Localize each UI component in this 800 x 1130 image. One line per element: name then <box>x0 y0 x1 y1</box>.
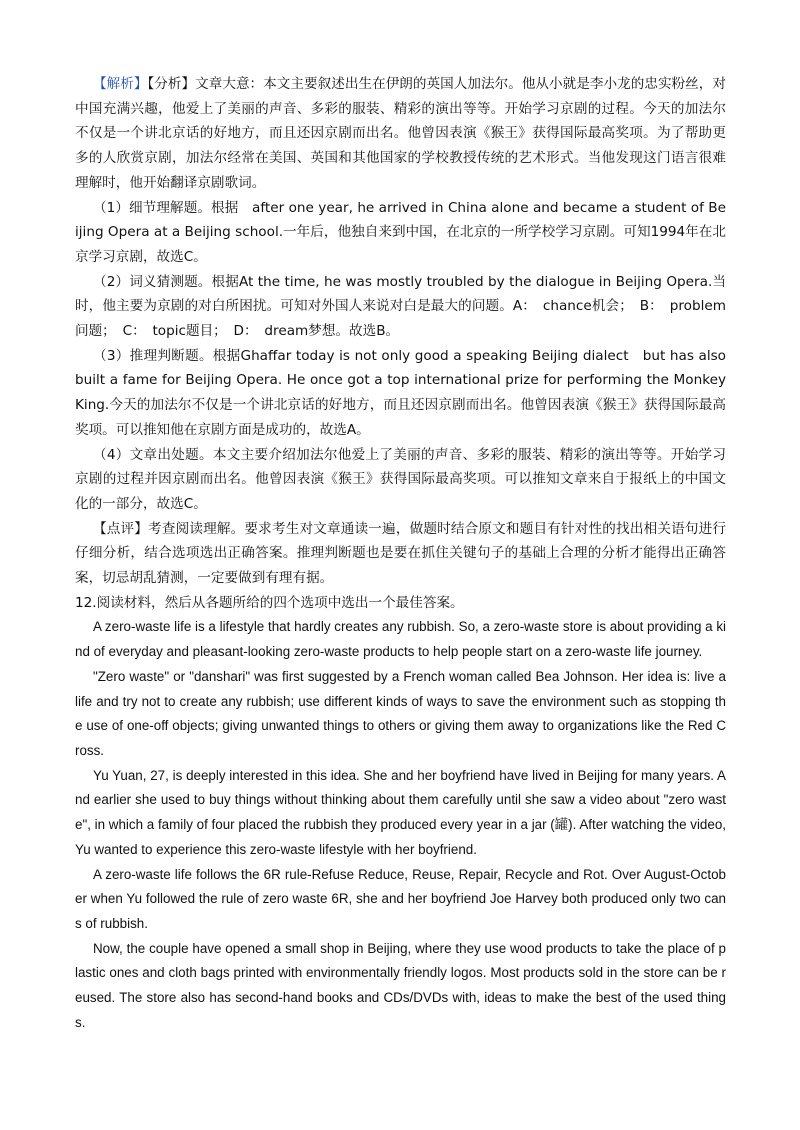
analysis-item-3: （3）推理判断题。根据Ghaffar today is not only good a speaking Beijing dialect but has also built a fame for Beijing Opera. He once got a top international prize for performing the Monkey King.今天的加法尔不仅是一个讲北京话的好地方，而且还因京剧而出名。他曾因表演《猴王》获得国际最高奖项。可以推知他在京剧方面是成功的，故选A。 <box>75 347 726 438</box>
analysis-item-2: （2）词义猜测题。根据At the time, he was mostly troubled by the dialogue in Beijing Opera.当时，他主要为京剧的对白所困扰。可知对外国人来说对白是最大的问题。A： chance机会； B： problem问题； C： topic题目； D： dream梦想。故选B。 <box>75 273 726 340</box>
passage-paragraph-5: Now, the couple have opened a small shop in Beijing, where they use wood products to take the place of plastic ones and cloth bags printed with environmentally friendly logos. Most products sold in the store can be reused. The store also has second-hand books and CDs/DVDs with, ideas to make the best of the used things. <box>75 940 726 1030</box>
analysis-tag: 【解析】 <box>93 76 148 92</box>
passage-paragraph-4: A zero-waste life follows the 6R rule-Refuse Reduce, Reuse, Repair, Recycle and Rot. Over August-October when Yu followed the rule of zero waste 6R, she and her boyfriend Joe Harvey both produced only two cans of rubbish. <box>75 866 726 931</box>
analysis-item-1: （1）细节理解题。根据 after one year, he arrived in China alone and became a student of Beijing Opera at a Beijing school.一年后，他独自来到中国，在北京的一所学校学习京剧。可知1994年在北京学习京剧，故选C。 <box>75 199 726 265</box>
analysis-comment: 【点评】考查阅读理解。要求考生对文章通读一遍，做题时结合原文和题目有针对性的找出相关语句进行仔细分析，结合选项选出正确答案。推理判断题也是要在抓住关键句子的基础上合理的分析才能得出正确答案，切忌胡乱猜测，一定要做到有理有据。 <box>75 520 726 587</box>
analysis-summary <box>75 72 726 196</box>
question-12-heading: 12.阅读材料，然后从各题所给的四个选项中选出一个最佳答案。 <box>75 594 464 611</box>
analysis-summary-text: 【分析】文章大意：本文主要叙述出生在伊朗的英国人加法尔。他从小就是李小龙的忠实粉丝，对中国充满兴趣，他爱上了美丽的声音、多彩的服装、精彩的演出等等。开始学习京剧的过程。今天的加法尔不仅是一个讲北京话的好地方，而且还因京剧而出名。他曾因表演《猴王》获得国际最高奖项。为了帮助更多的人欣赏京剧，加法尔经常在美国、英国和其他国家的学校教授传统的艺术形式。当他发现这门语言很难理解时，他开始翻译京剧歌词。 <box>75 76 726 191</box>
passage-paragraph-3: Yu Yuan, 27, is deeply interested in this idea. She and her boyfriend have lived in Beijing for many years. And earlier she used to buy things without thinking about them carefully until she saw a video about "zero waste", in which a family of four placed the rubbish they produced every year in a jar (罐). After watching the video, Yu wanted to experience this zero-waste lifestyle with her boyfriend. <box>75 767 726 857</box>
analysis-item-4: （4）文章出处题。本文主要介绍加法尔他爱上了美丽的声音、多彩的服装、精彩的演出等等。开始学习京剧的过程并因京剧而出名。他曾因表演《猴王》获得国际最高奖项。可以推知文章来自于报纸上的中国文化的一部分，故选C。 <box>75 446 726 512</box>
passage-paragraph-2: "Zero waste" or "danshari" was first suggested by a French woman called Bea Johnson. Her idea is: live a life and try not to create any rubbish; use different kinds of ways to save the environment such as stopping the use of one-off objects; giving unwanted things to others or giving them away to organizations like the Red Cross. <box>75 668 726 758</box>
passage-paragraph-1: A zero-waste life is a lifestyle that hardly creates any rubbish. So, a zero-waste store is about providing a kind of everyday and pleasant-looking zero-waste products to help people start on a zero-waste life journey. <box>75 619 726 660</box>
